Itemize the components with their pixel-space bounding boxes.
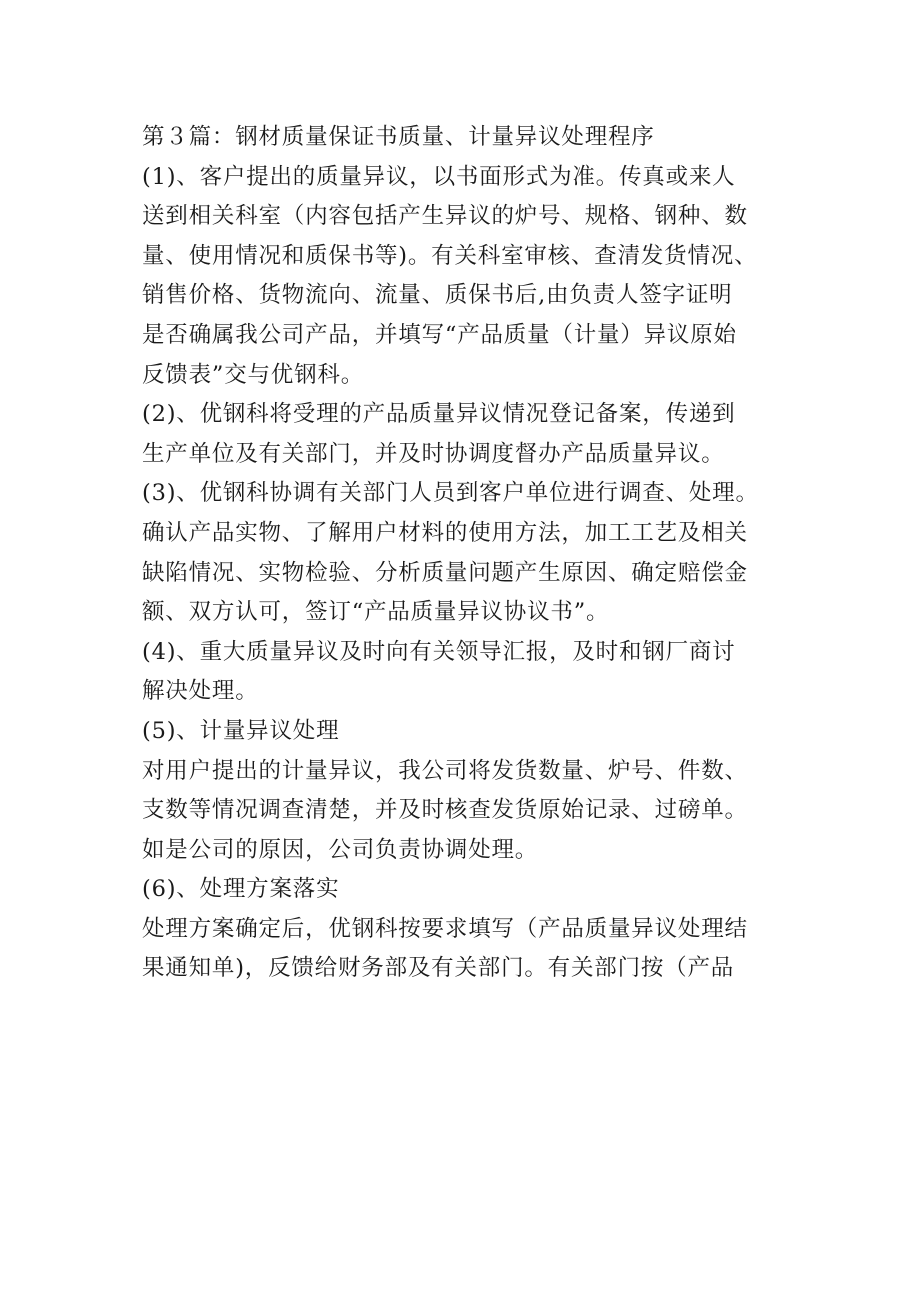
text-line: 缺陷情况、实物检验、分析质量问题产生原因、确定赔偿金 — [142, 559, 748, 586]
text-line: 额、双方认可，签订“产品质量异议协议书”。 — [142, 599, 610, 626]
text-line: 量、使用情况和质保书等)。有关科室审核、查清发货情况、 — [142, 242, 758, 269]
document-body — [142, 118, 802, 989]
text-line: 确认产品实物、了解用户材料的使用方法，加工工艺及相关 — [142, 519, 748, 546]
text-line: 解决处理。 — [142, 678, 259, 705]
subheading-line: (6)、处理方案落实 — [142, 876, 340, 903]
text-line: (3)、优钢科协调有关部门人员到客户单位进行调查、处理。 — [142, 480, 759, 507]
text-line: (2)、优钢科将受理的产品质量异议情况登记备案，传递到 — [142, 401, 736, 428]
text-line: (1)、客户提出的质量异议，以书面形式为准。传真或来人 — [142, 163, 736, 190]
text-line: 果通知单)，反馈给财务部及有关部门。有关部门按（产品 — [142, 955, 735, 982]
text-line: 销售价格、货物流向、流量、质保书后,由负责人签字证明 — [142, 282, 733, 309]
section-title: 第３篇：钢材质量保证书质量、计量异议处理程序 — [142, 124, 655, 150]
text-line: 对用户提出的计量异议，我公司将发货数量、炉号、件数、 — [142, 757, 748, 784]
text-line: (4)、重大质量异议及时向有关领导汇报，及时和钢厂商讨 — [142, 638, 736, 665]
text-line: 如是公司的原因，公司负责协调处理。 — [142, 836, 539, 863]
text-line: 反馈表”交与优钢科。 — [142, 361, 365, 388]
text-line: 处理方案确定后，优钢科按要求填写（产品质量异议处理结 — [142, 915, 748, 942]
text-line: 是否确属我公司产品，并填写“产品质量（计量）异议原始 — [142, 321, 737, 348]
subheading-line: (5)、计量异议处理 — [142, 717, 340, 744]
text-line: 生产单位及有关部门，并及时协调度督办产品质量异议。 — [142, 440, 725, 467]
text-line: 送到相关科室（内容包括产生异议的炉号、规格、钢种、数 — [142, 203, 748, 230]
text-line: 支数等情况调查清楚，并及时核查发货原始记录、过磅单。 — [142, 797, 748, 824]
